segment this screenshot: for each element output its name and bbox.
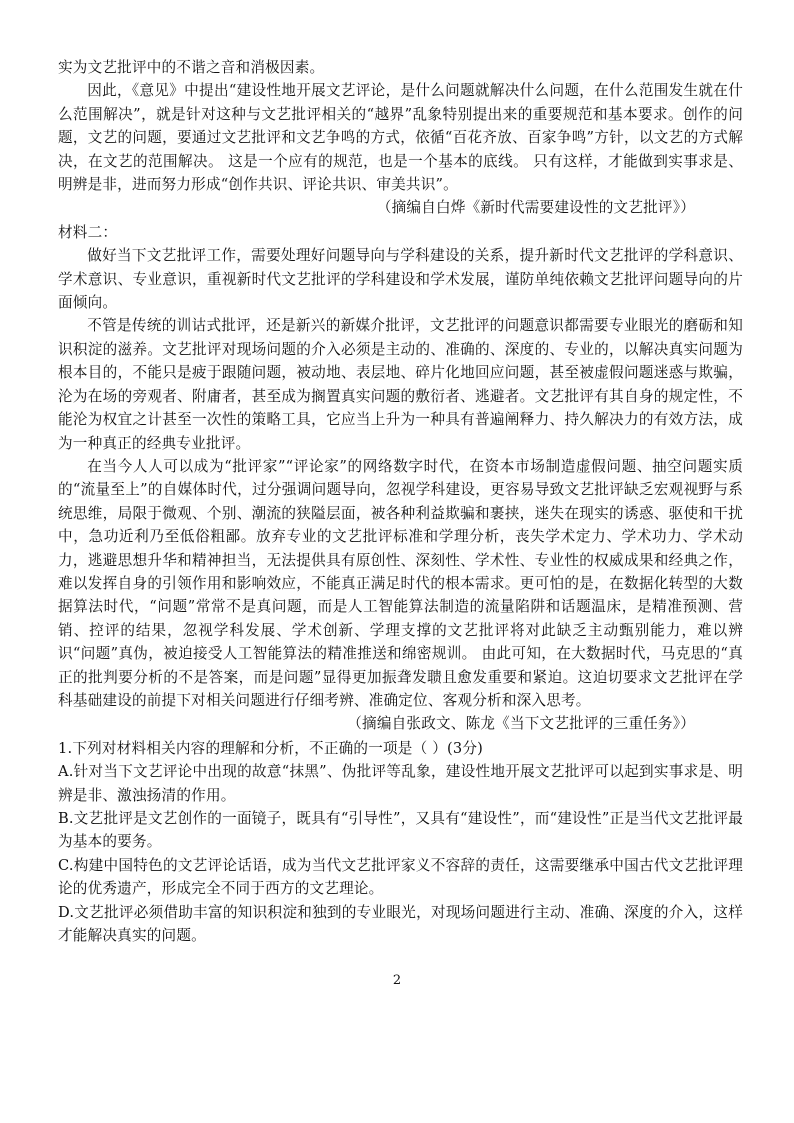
option-b: B.文艺批评是文艺创作的一面镜子，既具有“引导性”，又具有“建设性”，而“建设性”正是当代文艺批评最为基本的要务。 [58, 810, 743, 851]
material1-continuation: 实为文艺批评中的不谐之音和消极因素。 [58, 59, 325, 76]
option-a: A.针对当下文艺评论中出现的故意“抹黑”、伪批评等乱象，建设性地开展文艺批评可以起到实事求是、明辨是非、激浊扬清的作用。 [58, 763, 743, 804]
option-c: C.构建中国特色的文艺评论话语，成为当代文艺批评家义不容辞的责任，这需要继承中国古代文艺批评理论的优秀遗产，形成完全不同于西方的文艺理论。 [58, 856, 743, 898]
material2-paragraph-3: 在当今人人可以成为“批评家”“评论家”的网络数字时代，在资本市场制造虚假问题、抽空问题实质的“流量至上”的自媒体时代，过分强调问题导向，忽视学科建设，更容易导致文艺批评缺乏宏观视野与系统思维，局限于微观、个别、潮流的狭隘层面，被各种利益欺骗和裹挟，迷失在现实的诱惑、驱使和干扰中，急功近利乃至低俗粗鄙。放弃专业的文艺批评标准和学理分析，丧失学术定力、学术功力、学术动力，逃避思想升华和精神担当，无法提供具有原创性、深刻性、学术性、专业性的权威成果和经典之作，难以发挥自身的引领作用和影响效应，不能真正满足时代的根本需求。更可怕的是，在数据化转型的大数据算法时代，“问题”常常不是真问题，而是人工智能算法制造的流量陷阱和话题温床，是精准预测、营销、控评的结果，忽视学科发展、学术创新、学理支撑的文艺批评将对此缺乏主动甄别能力，难以辨识“问题”真伪，被迫接受人工智能算法的精准推送和绵密规训。 由此可知，在大数据时代，马克思的“真正的批判要分析的不是答案，而是问题”显得更加振聋发聩且愈发重要和紧迫。这迫切要求文艺批评在学科基础建设的前提下对相关问题进行仔细考辨、准确定位、客观分析和深入思考。 [58, 457, 743, 709]
document-body [58, 56, 743, 947]
material2-heading: 材料二： [58, 223, 118, 241]
material2-paragraph-2: 不管是传统的训诂式批评，还是新兴的新媒介批评，文艺批评的问题意识都需要专业眼光的磨砺和知识积淀的滋养。文艺批评对现场问题的介入必须是主动的、准确的、深度的、专业的，以解决真实问题为根本目的，不能只是疲于跟随问题，被动地、表层地、碎片化地回应问题，甚至被虚假问题迷惑与欺骗，沦为在场的旁观者、附庸者，甚至成为搁置真实问题的敷衍者、逃避者。文艺批评有其自身的规定性，不能沦为权宜之计甚至一次性的策略工具，它应当上升为一种具有普遍阐释力、持久解决力的有效方法，成为一种真正的经典专业批评。 [58, 317, 743, 452]
material2-paragraph-1: 做好当下文艺批评工作，需要处理好问题导向与学科建设的关系，提升新时代文艺批评的学科意识、学术意识、专业意识，重视新时代文艺批评的学科建设和学术发展，谨防单纯依赖文艺批评问题导向的片面倾向。 [58, 247, 743, 312]
material1-paragraph: 因此，《意见》中提出“建设性地开展文艺评论，是什么问题就解决什么问题，在什么范围发生就在什么范围解决”，就是针对这种与文艺批评相关的“越界”乱象特别提出来的重要规范和基本要求。创作的问题，文艺的问题，要通过文艺批评和文艺争鸣的方式，依循“百花齐放、百家争鸣”方针，以文艺的方式解决，在文艺的范围解决。 这是一个应有的规范，也是一个基本的底线。 只有这样，才能做到实事求是、明辨是非，进而努力形成“创作共识、评论共识、审美共识”。 [58, 82, 743, 194]
page-number: 2 [392, 973, 402, 988]
material2-source: （摘编自张政文、陈龙《当下文艺批评的三重任务》） [347, 715, 695, 733]
material1-source: （摘编自白烨《新时代需要建设性的文艺批评》） [376, 199, 695, 217]
option-d: D.文艺批评必须借助丰富的知识积淀和独到的专业眼光，对现场问题进行主动、准确、深度的介入，这样才能解决真实的问题。 [58, 903, 743, 945]
question-stem: 1.下列对材料相关内容的理解和分析，不正确的一项是（ ）(3分) [58, 739, 484, 757]
